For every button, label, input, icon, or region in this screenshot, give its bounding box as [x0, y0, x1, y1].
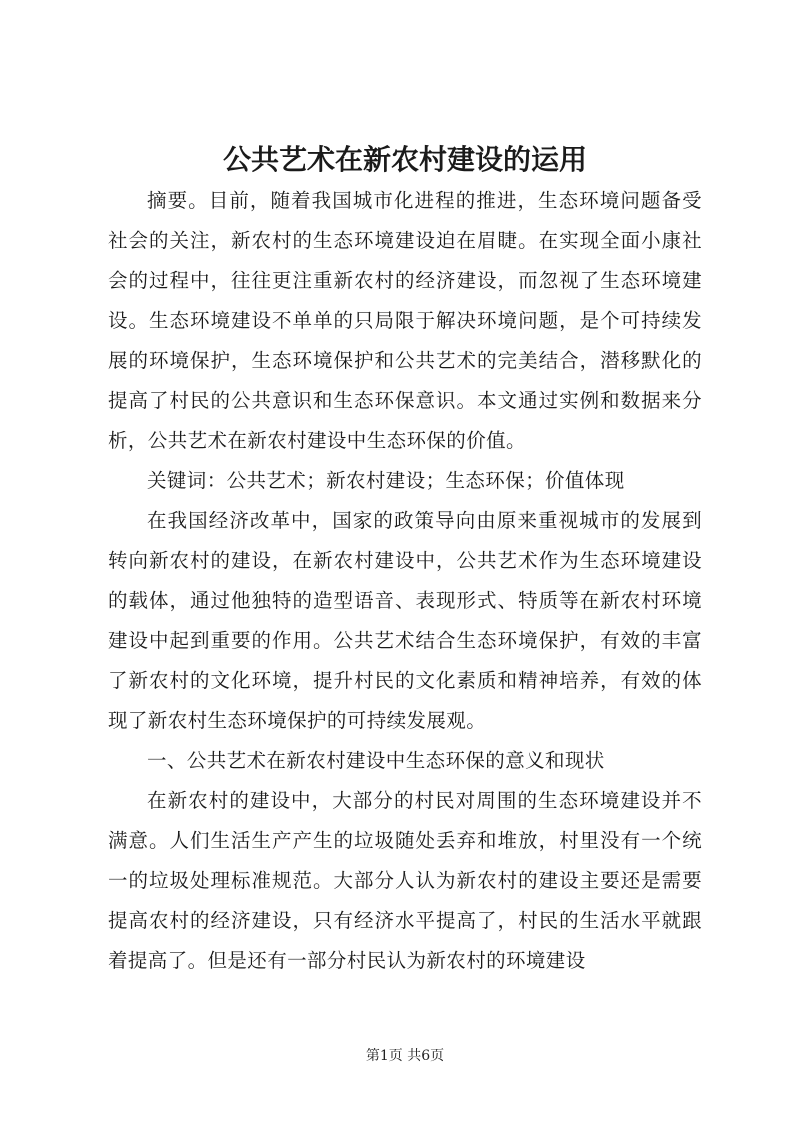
keywords-paragraph: 关键词：公共艺术；新农村建设；生态环保；价值体现	[147, 469, 625, 492]
document-body	[108, 181, 702, 981]
body-paragraph: 在新农村的建设中，大部分的村民对周围的生态环境建设并不满意。人们生活生产产生的垃圾随处丢弃和堆放，村里没有一个统一的垃圾处理标准规范。大部分人认为新农村的建设主要还是需要提高农村的经济建设，只有经济水平提高了，村民的生活水平就跟着提高了。但是还有一部分村民认为新农村的环境建设	[108, 789, 702, 972]
page-footer: 第1页 共6页	[365, 1048, 445, 1064]
body-paragraph: 在我国经济改革中，国家的政策导向由原来重视城市的发展到转向新农村的建设，在新农村建设中，公共艺术作为生态环境建设的载体，通过他独特的造型语音、表现形式、特质等在新农村环境建设中起到重要的作用。公共艺术结合生态环境保护，有效的丰富了新农村的文化环境，提升村民的文化素质和精神培养，有效的体现了新农村生态环境保护的可持续发展观。	[108, 509, 702, 732]
section-heading: 一、公共艺术在新农村建设中生态环保的意义和现状	[147, 749, 605, 772]
abstract-paragraph: 摘要。目前，随着我国城市化进程的推进，生态环境问题备受社会的关注，新农村的生态环境建设迫在眉睫。在实现全面小康社会的过程中，往往更注重新农村的经济建设，而忽视了生态环境建设。生态环境建设不单单的只局限于解决环境问题，是个可持续发展的环境保护，生态环境保护和公共艺术的完美结合，潜移默化的提高了村民的公共意识和生态环保意识。本文通过实例和数据来分析，公共艺术在新农村建设中生态环保的价值。	[108, 189, 702, 452]
document-title: 公共艺术在新农村建设的运用	[222, 143, 587, 176]
document-page	[108, 0, 702, 1131]
